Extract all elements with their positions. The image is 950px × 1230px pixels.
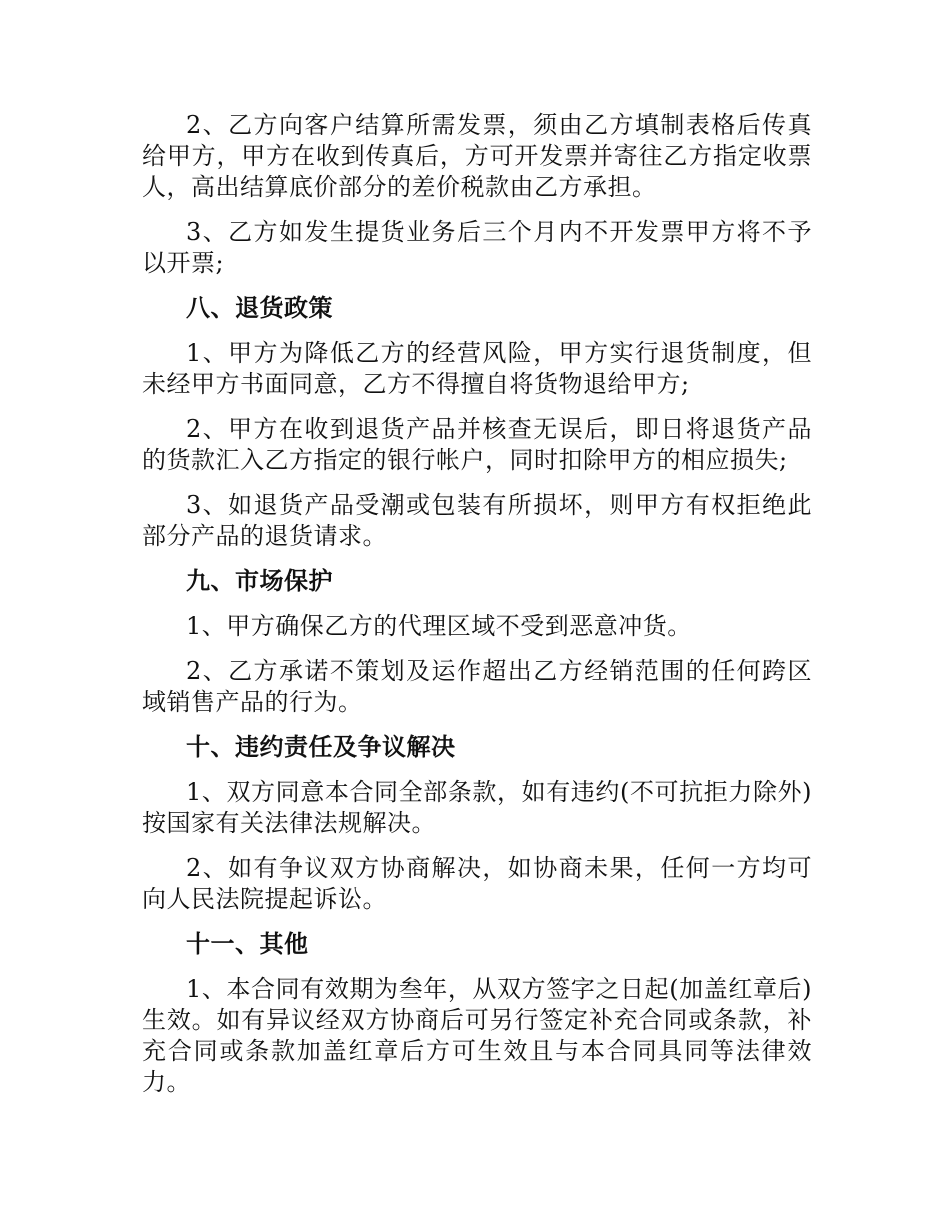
paragraph-cross-region-sales: 2、乙方承诺不策划及运作超出乙方经销范围的任何跨区域销售产品的行为。 [142, 657, 812, 716]
section-heading-liability-disputes: 十、违约责任及争议解决 [186, 733, 456, 761]
paragraph-return-refund: 2、甲方在收到退货产品并核查无误后，即日将退货产品的货款汇入乙方指定的银行帐户，同时扣除甲方的相应损失; [142, 415, 812, 474]
paragraph-contract-validity: 1、本合同有效期为叁年，从双方签字之日起(加盖红章后)生效。如有异议经双方协商后可另行签定补充合同或条款，补充合同或条款加盖红章后方可生效且与本合同具同等法律效力。 [142, 975, 812, 1096]
paragraph-invoice-settlement: 2、乙方向客户结算所需发票，须由乙方填制表格后传真给甲方，甲方在收到传真后，方可开发票并寄往乙方指定收票人，高出结算底价部分的差价税款由乙方承担。 [142, 111, 812, 201]
section-heading-other: 十一、其他 [186, 930, 309, 958]
paragraph-breach-law: 1、双方同意本合同全部条款，如有违约(不可抗拒力除外)按国家有关法律法规解决。 [142, 778, 812, 837]
paragraph-return-rejection: 3、如退货产品受潮或包装有所损坏，则甲方有权拒绝此部分产品的退货请求。 [142, 491, 812, 550]
paragraph-territory-protection: 1、甲方确保乙方的代理区域不受到恶意冲货。 [186, 612, 692, 640]
section-heading-market-protection: 九、市场保护 [186, 567, 333, 595]
paragraph-return-system: 1、甲方为降低乙方的经营风险，甲方实行退货制度，但未经甲方书面同意，乙方不得擅自将货物退给甲方; [142, 339, 812, 398]
paragraph-invoice-deadline: 3、乙方如发生提货业务后三个月内不开发票甲方将不予以开票; [142, 218, 812, 277]
paragraph-dispute-litigation: 2、如有争议双方协商解决，如协商未果，任何一方均可向人民法院提起诉讼。 [142, 854, 812, 913]
section-heading-return-policy: 八、退货政策 [186, 294, 333, 322]
